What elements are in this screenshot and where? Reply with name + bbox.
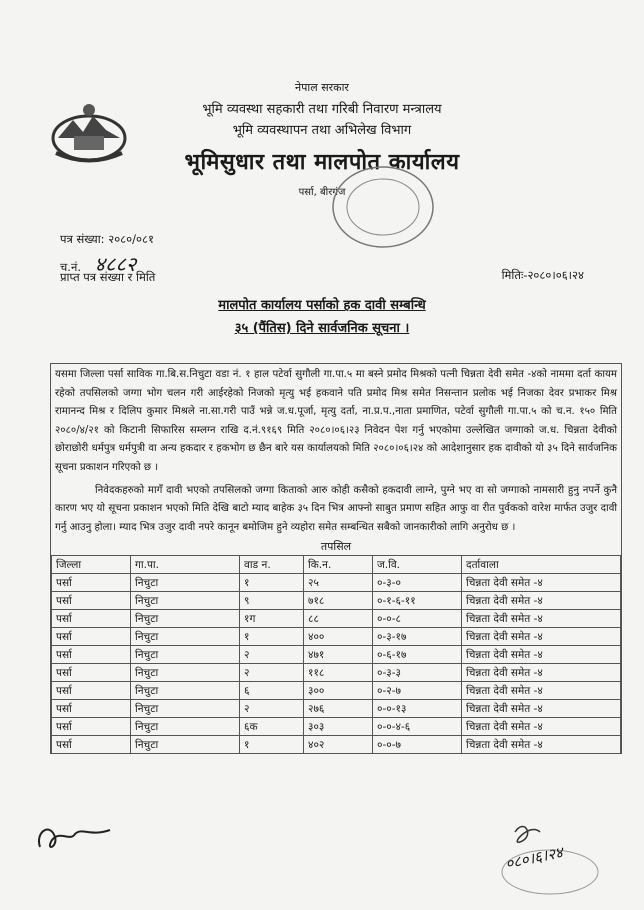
table-header-cell: गा.पा. <box>131 556 240 574</box>
table-row <box>52 682 621 700</box>
table-cell: २५ <box>304 574 373 592</box>
dispatch-label: च.नं. <box>60 260 81 274</box>
table-cell: ८८ <box>304 610 373 628</box>
table-cell: ३०३ <box>304 718 373 736</box>
table-cell: पर्सा <box>52 682 131 700</box>
table-header-cell: जिल्ला <box>52 556 131 574</box>
table-cell: ०-३-० <box>373 574 462 592</box>
notice-date: मितिः-२०८०।०६।२४ <box>501 268 584 282</box>
table-cell: २७६ <box>304 700 373 718</box>
table-cell: २ <box>240 700 304 718</box>
table-cell: निचुटा <box>131 718 240 736</box>
table-row <box>52 700 621 718</box>
table-cell: पर्सा <box>52 574 131 592</box>
table-cell: निचुटा <box>131 592 240 610</box>
table-cell: ४०२ <box>304 736 373 754</box>
table-cell: चिन्नता देवी समेत -४ <box>462 664 621 682</box>
table-cell: ४०० <box>304 628 373 646</box>
table-cell: पर्सा <box>52 592 131 610</box>
table-cell: ३०० <box>304 682 373 700</box>
table-row <box>52 718 621 736</box>
dispatch-number: ४८८२ <box>94 252 137 276</box>
table-cell: चिन्नता देवी समेत -४ <box>462 610 621 628</box>
table-cell: निचुटा <box>131 736 240 754</box>
ministry-name: भूमि व्यवस्था सहकारी तथा गरिबी निवारण मन्त्रालय <box>202 102 442 117</box>
table-cell: ६ <box>240 682 304 700</box>
signature-left-icon <box>30 812 120 862</box>
table-cell: पर्सा <box>52 664 131 682</box>
table-cell: ४७१ <box>304 646 373 664</box>
table-cell: ७१८ <box>304 592 373 610</box>
signature-date: ०८०।६।२४ <box>503 843 565 873</box>
table-cell: पर्सा <box>52 718 131 736</box>
table-cell: निचुटा <box>131 664 240 682</box>
table-row <box>52 628 621 646</box>
table-cell: १ग <box>240 610 304 628</box>
table-row <box>52 574 621 592</box>
department-name: भूमि व्यवस्थापन तथा अभिलेख विभाग <box>232 123 412 138</box>
table-row <box>52 736 621 754</box>
table-cell: निचुटा <box>131 610 240 628</box>
table-cell: ०-०-७ <box>373 736 462 754</box>
notice-body <box>50 363 622 754</box>
table-header-cell: कि.न. <box>304 556 373 574</box>
table-cell: ०-०-१३ <box>373 700 462 718</box>
table-cell: पर्सा <box>52 700 131 718</box>
table-cell: ०-३-३ <box>373 664 462 682</box>
office-stamp-icon <box>328 162 438 252</box>
table-header-row <box>52 556 621 574</box>
table-cell: ०-२-७ <box>373 682 462 700</box>
table-row <box>52 646 621 664</box>
notice-paragraph-1: यसमा जिल्ला पर्सा साविक गा.बि.स.निचुटा वडा नं. १ हाल पटेर्वा सुगौली गा.पा.५ मा बस्ने प्रमोद मिश्रको पत्नी चिन्नता देवी समेत -४को नाममा दर्ता कायम रहेको तपसिलको जग्गा भोग चलन गरी आईरहेको निजको मृत्यु भई हकवाने पति प्रमोद मिश्र समेत निसन्तान प्रलोक भई निजका देवर प्रभाकर मिश्र रामानन्द मिश्र र दिलिप कुमार मिश्रले ना.सा.गरी पाउँ भन्ने ज.ध.पूर्जा, मृत्यु दर्ता, ना.प्र.प.,नाता प्रमाणित, पटेर्वा सुगौली गा.पा.५ को च.न. १५० मिति २०८०/४/२१ को किटानी सिफारिस सम्लग्न राखि द.नं.९१६९ मिति २०८०।०६।२३ निवेदन पेश गर्नु भएकोमा उल्लेखित जग्गाको ज.ध. चिन्नता देवीको छोराछोरी धर्मपुत्र धर्मपुत्री वा अन्य हकदार र हकभोग छ छैन बारे यस कार्यालयको मिति २०८०।०६।२४ को आदेशानुसार हक दावीको यो ३५ दिने सार्वजनिक सूचना प्रकाशन गरिएको छ । <box>55 369 617 473</box>
table-cell: पर्सा <box>52 628 131 646</box>
table-cell: चिन्नता देवी समेत -४ <box>462 628 621 646</box>
table-cell: चिन्नता देवी समेत -४ <box>462 682 621 700</box>
table-cell: १ <box>240 628 304 646</box>
table-cell: १ <box>240 736 304 754</box>
table-cell: ६क <box>240 718 304 736</box>
table-cell: निचुटा <box>131 628 240 646</box>
table-cell: ११८ <box>304 664 373 682</box>
land-table <box>51 555 621 754</box>
table-header-cell: ज.वि. <box>373 556 462 574</box>
table-cell: २ <box>240 664 304 682</box>
table-cell: पर्सा <box>52 610 131 628</box>
table-cell: ०-०-८ <box>373 610 462 628</box>
table-row <box>52 610 621 628</box>
table-row <box>52 664 621 682</box>
table-cell: चिन्नता देवी समेत -४ <box>462 592 621 610</box>
table-cell: चिन्नता देवी समेत -४ <box>462 718 621 736</box>
table-cell: ०-०-४-६ <box>373 718 462 736</box>
table-cell: ०-१-६-११ <box>373 592 462 610</box>
table-cell: चिन्नता देवी समेत -४ <box>462 700 621 718</box>
office-location: पर्सा, बीरगंज <box>298 187 346 198</box>
table-cell: १ <box>240 574 304 592</box>
notice-title: मालपोत कार्यालय पर्साको हक दावी सम्बन्धि <box>218 298 426 313</box>
tapsil-heading: तपसिल <box>320 540 352 554</box>
letter-number: पत्र संख्या: २०८०/०८१ <box>60 232 154 246</box>
table-cell: निचुटा <box>131 682 240 700</box>
government-name: नेपाल सरकार <box>295 81 349 94</box>
table-cell: २ <box>240 646 304 664</box>
table-cell: चिन्नता देवी समेत -४ <box>462 574 621 592</box>
table-header-cell: दर्तावाला <box>462 556 621 574</box>
notice-subtitle: ३५ (पैंतिस) दिने सार्वजनिक सूचना । <box>234 321 410 336</box>
table-cell: ०-३-१७ <box>373 628 462 646</box>
table-cell: निचुटा <box>131 646 240 664</box>
notice-paragraph-2: निवेदकहरुको मागँ दावी भएको तपसिलको जग्गा किताको आरु कोही कसैको हकदावी लाग्ने, पुग्ने भए वा सो जग्गाको नामसारी हुनु नपर्ने कुनै कारण भए यो सूचना प्रकाशन भएको मिति देखि बाटो म्याद बाहेक ३५ दिन भित्र आफ्नो साबुत प्रमाण सहित आफु वा रीत पुर्वकको वारेश मार्फत उजुर दावी गर्नु आउनु होला। म्याद भित्र उजुर दावी नपरे कानून बमोजिम हुने व्यहोरा समेत सम्बन्धित सबैको जानकारीको लागि अनुरोध छ । <box>55 484 617 533</box>
table-cell: पर्सा <box>52 646 131 664</box>
table-cell: ९ <box>240 592 304 610</box>
table-row <box>52 592 621 610</box>
table-cell: पर्सा <box>52 736 131 754</box>
office-name: भूमिसुधार तथा मालपोत कार्यालय <box>184 150 460 175</box>
table-cell: निचुटा <box>131 700 240 718</box>
received-label: प्राप्त पत्र संख्या र मिति <box>60 270 156 284</box>
table-cell: चिन्नता देवी समेत -४ <box>462 646 621 664</box>
table-header-cell: वाड न. <box>240 556 304 574</box>
table-cell: निचुटा <box>131 574 240 592</box>
table-cell: ०-६-१७ <box>373 646 462 664</box>
table-cell: चिन्नता देवी समेत -४ <box>462 736 621 754</box>
